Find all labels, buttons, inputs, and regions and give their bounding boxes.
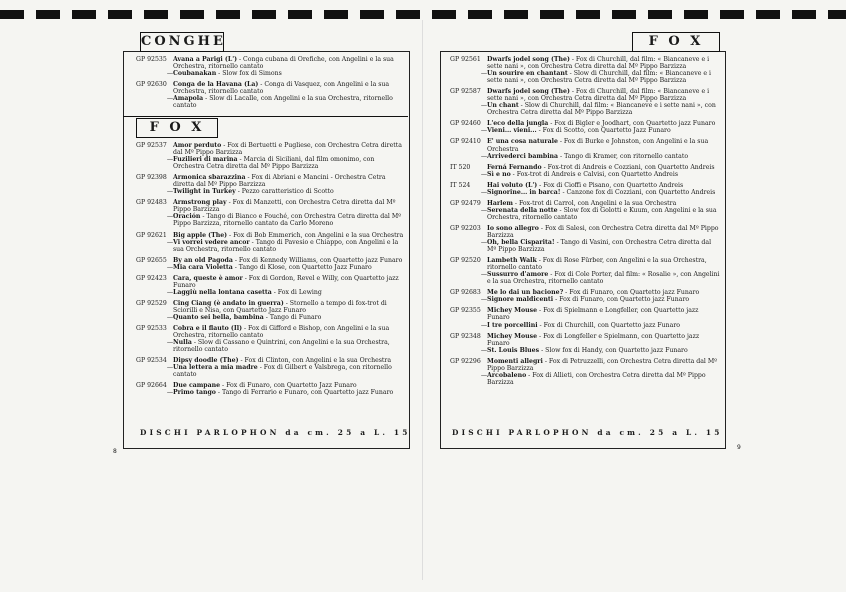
catalog-text: [487, 296, 720, 303]
catalog-text: [173, 95, 406, 109]
catalog-text: [173, 364, 406, 378]
registration-mark: [360, 10, 384, 19]
catalog-code: GP 92561: [450, 56, 481, 63]
song-description: - Tango di Vasini, con Orchestra Cetra diretta dal Mº Pippo Barzizza: [487, 239, 712, 254]
catalog-entry: [450, 271, 720, 285]
catalog-code: GP 92683: [450, 289, 481, 297]
catalog-text: [173, 382, 406, 389]
catalog-entry: [136, 325, 406, 339]
song-description: - Fox di Gilbert e Valsbrega, con ritornello cantato: [173, 364, 392, 379]
song-title: Fuzilieri di marina: [173, 156, 238, 164]
catalog-text: [173, 213, 406, 227]
song-title: Oh, bella Cisparita!: [487, 239, 555, 247]
catalog-entry: [136, 174, 406, 188]
song-description: - Fox di Churchill, dal film: « Biancaneve e i sette nani », con Orchestra Cetra diretta dal Mº Pippo Barzizza: [487, 88, 710, 103]
catalog-code: —: [480, 346, 487, 354]
song-title: Mia cara Violetta: [173, 263, 233, 271]
catalog-entry: [450, 164, 720, 171]
song-title: Quanto sei bella, bambina: [173, 313, 264, 321]
left-page: [113, 24, 418, 462]
song-title: Big apple (The): [173, 231, 228, 239]
catalog-text: [487, 289, 720, 296]
catalog-code: GP 92355: [450, 307, 481, 315]
catalog-text: [487, 307, 720, 321]
song-description: - Fox di Rose Fürber, con Angelini e la sua Orchestra, ritornello cantato: [487, 257, 707, 272]
catalog-code: GP 92621: [136, 231, 167, 239]
song-title: Sussurro d'amore: [487, 271, 549, 279]
right-page-number: 9: [737, 444, 741, 451]
catalog-entry: [136, 257, 406, 264]
song-title: Cara, queste è amor: [173, 274, 243, 282]
catalog-text: [487, 171, 720, 178]
catalog-text: [487, 347, 720, 354]
catalog-entry: [450, 358, 720, 372]
right-fox-heading: F O X: [632, 32, 720, 52]
catalog-code: GP 92296: [450, 357, 481, 365]
registration-mark: [432, 10, 456, 19]
catalog-entry: [450, 257, 720, 271]
conghe-list: [136, 56, 406, 109]
song-title: Dwarfs jodel song (The): [487, 88, 570, 96]
catalog-entry: [136, 389, 406, 396]
catalog-code: —: [166, 70, 173, 78]
catalog-text: [173, 156, 406, 170]
song-title: Vi vorrei vedere ancor: [173, 238, 250, 246]
catalog-entry: [450, 307, 720, 321]
song-description: - Fox di Bob Emmerich, con Angelini e la sua Orchestra: [227, 231, 404, 239]
catalog-entry: [136, 142, 406, 156]
catalog-code: GP 92520: [450, 257, 481, 265]
catalog-code: —: [480, 296, 487, 304]
catalog-text: [487, 189, 720, 196]
registration-mark: [684, 10, 708, 19]
catalog-entry: [450, 120, 720, 127]
catalog-code: GP 92664: [136, 382, 167, 390]
catalog-code: GP 92537: [136, 142, 167, 149]
catalog-code: GP 92529: [136, 299, 167, 307]
song-title: Primo tango: [173, 389, 216, 397]
song-title: Lambeth Walk: [487, 257, 537, 265]
song-title: Amor perduto: [173, 142, 222, 149]
catalog-text: [173, 239, 406, 253]
song-description: - Tango di Funaro: [263, 313, 322, 321]
catalog-entry: [136, 188, 406, 195]
catalog-text: [173, 56, 406, 70]
catalog-entry: [450, 171, 720, 178]
song-title: Armonica sbarazzina: [173, 174, 246, 182]
catalog-text: [173, 325, 406, 339]
catalog-code: —: [166, 238, 173, 246]
catalog-code: GP 92348: [450, 332, 481, 340]
song-description: - Fox di Bigler e Joodhart, con Quartetto jazz Funaro: [548, 120, 716, 128]
catalog-text: [487, 102, 720, 116]
left-footer: DISCHI PARLOPHON da cm. 25 a L. 15: [140, 428, 411, 437]
catalog-entry: [450, 347, 720, 354]
song-title: Signore maldicenti: [487, 296, 554, 304]
catalog-code: GP 92534: [136, 357, 167, 365]
catalog-text: [487, 322, 720, 329]
catalog-entry: [136, 264, 406, 271]
registration-mark: [108, 10, 132, 19]
catalog-entry: [136, 95, 406, 109]
song-title: Io sono allegro: [487, 224, 539, 232]
catalog-text: [487, 70, 720, 84]
song-description: - Tango di Klose, con Quartetto Jazz Funaro: [232, 263, 372, 271]
registration-mark: [144, 10, 168, 19]
song-title: Laggiù nella lontana casetta: [173, 288, 272, 296]
catalog-code: GP 92479: [450, 199, 481, 207]
catalog-entry: [450, 239, 720, 253]
catalog-entry: [450, 200, 720, 207]
catalog-text: [487, 164, 720, 171]
catalog-code: —: [166, 288, 173, 296]
song-title: St. Louis Blues: [487, 346, 540, 354]
catalog-text: [487, 88, 720, 102]
song-description: - Tango di Ferrario e Funaro, con Quartetto jazz Funaro: [215, 389, 394, 397]
catalog-text: [173, 300, 406, 314]
catalog-text: [173, 81, 406, 95]
catalog-text: [487, 200, 720, 207]
song-description: - Slow di Churchill, dal film: « Biancaneve e i sette nani », con Orchestra Cetra diretta dal Mº Pippo Barzizza: [487, 70, 711, 85]
song-title: Coubanakan: [173, 70, 217, 78]
catalog-code: —: [480, 127, 487, 135]
catalog-text: [487, 138, 720, 152]
catalog-entry: [136, 56, 406, 70]
catalog-entry: [136, 70, 406, 77]
song-description: - Fox di Kennedy Williams, con Quartetto jazz Funaro: [232, 256, 403, 264]
catalog-code: GP 92535: [136, 56, 167, 63]
catalog-code: IT 524: [450, 181, 471, 189]
song-title: Arcobaleno: [487, 371, 527, 379]
song-description: - Fox di Clinton, con Angelini e la sua Orchestra: [238, 357, 392, 365]
registration-mark: [612, 10, 636, 19]
catalog-text: [173, 232, 406, 239]
registration-mark: [0, 10, 24, 19]
song-description: - Fox di Funaro, con Quartetto jazz Funaro: [563, 289, 700, 297]
catalog-code: —: [166, 213, 173, 221]
song-description: - Fox di Churchill, dal film: « Biancaneve e i sette nani », con Orchestra Cetra diretta dal Mº Pippo Barzizza: [487, 56, 710, 71]
song-title: Michey Mouse: [487, 332, 538, 340]
song-title: Michey Mouse: [487, 307, 538, 315]
catalog-text: [173, 257, 406, 264]
song-title: Cing Ciang (è andato in guerra): [173, 299, 284, 307]
catalog-code: GP 92423: [136, 274, 167, 282]
song-description: - Fox-trot di Carrol, con Angelini e la sua Orchestra: [512, 199, 677, 207]
song-title: E' una cosa naturale: [487, 138, 558, 146]
catalog-text: [173, 289, 406, 296]
catalog-text: [487, 120, 720, 127]
song-title: Me lo dai un bacione?: [487, 289, 564, 297]
registration-mark: [288, 10, 312, 19]
song-description: - Fox di Gifford e Bishop, con Angelini e la sua Orchestra, ritornello cantato: [173, 325, 390, 340]
song-description: - Fox di Burke e Johnston, con Angelini e la sua Orchestra: [487, 138, 709, 153]
song-description: - Slow fox di Handy, con Quartetto jazz Funaro: [539, 346, 688, 354]
song-description: - Fox di Bertuetti e Pugliese, con Orchestra Cetra diretta dal Mº Pippo Barzizza: [173, 142, 402, 157]
catalog-text: [487, 56, 720, 70]
catalog-text: [487, 372, 720, 386]
catalog-text: [487, 153, 720, 160]
song-description: - Fox di Gordon, Revel e Willy, con Quartetto jazz Funaro: [173, 274, 399, 289]
catalog-code: IT 520: [450, 163, 471, 171]
song-description: - Fox di Manzetti, con Orchestra Cetra diretta dal Mº Pippo Barzizza: [173, 199, 396, 214]
song-description: - Stornello a tempo di fox-trot di Sciorilli e Nisa, con Quartetto Jazz Funaro: [173, 299, 387, 314]
catalog-entry: [450, 182, 720, 189]
song-description: - Fox di Funaro, con Quartetto Jazz Funaro: [220, 382, 357, 390]
song-description: - Pezzo caratteristico di Scotto: [235, 188, 334, 196]
catalog-code: —: [166, 156, 173, 164]
catalog-code: —: [480, 206, 487, 214]
catalog-text: [487, 225, 720, 239]
catalog-entry: [450, 296, 720, 303]
registration-mark: [396, 10, 420, 19]
song-description: - Fox di Allieti, con Orchestra Cetra diretta dal Mº Pippo Barzizza: [487, 371, 706, 386]
song-title: Dipsy doodle (The): [173, 357, 239, 365]
song-description: - Tango di Pavesio e Chiappo, con Angelini e la sua Orchestra, ritornello cantato: [173, 238, 399, 253]
catalog-entry: [450, 70, 720, 84]
registration-mark: [756, 10, 780, 19]
catalog-entry: [450, 127, 720, 134]
catalog-text: [173, 339, 406, 353]
catalog-code: GP 92398: [136, 174, 167, 182]
catalog-code: GP 92460: [450, 120, 481, 128]
song-description: - Fox di Spielmann e Longfeller, con Quartetto jazz Funaro: [487, 307, 699, 322]
catalog-code: GP 92410: [450, 138, 481, 146]
catalog-code: —: [166, 313, 173, 321]
registration-mark: [180, 10, 204, 19]
song-title: I tre porcellini: [487, 321, 538, 329]
song-title: L'eco della jungla: [487, 120, 549, 128]
song-title: Momenti allegri: [487, 357, 543, 365]
catalog-text: [173, 142, 406, 156]
song-description: - Tango di Bianco e Fouché, con Orchestra Cetra diretta dal Mº Pippo Barzizza, ritornello cantato da Carlo Moreno: [173, 213, 402, 228]
registration-mark: [504, 10, 528, 19]
catalog-text: [173, 389, 406, 396]
catalog-entry: [136, 81, 406, 95]
catalog-entry: [136, 364, 406, 378]
catalog-text: [173, 314, 406, 321]
catalog-entry: [450, 333, 720, 347]
catalog-code: —: [166, 389, 173, 397]
song-title: Vieni... vieni...: [487, 127, 537, 135]
catalog-text: [487, 271, 720, 285]
song-description: - Fox di Cioffi e Pisano, con Quartetto Andreis: [537, 181, 684, 189]
right-footer: DISCHI PARLOPHON da cm. 25 a L. 15: [452, 428, 723, 437]
registration-mark: [468, 10, 492, 19]
catalog-text: [487, 239, 720, 253]
catalog-entry: [136, 382, 406, 389]
left-fox-heading: F O X: [136, 118, 218, 138]
registration-mark: [720, 10, 744, 19]
catalog-code: —: [166, 263, 173, 271]
catalog-entry: [450, 102, 720, 116]
song-description: - Fox di Churchill, con Quartetto jazz Funaro: [537, 321, 681, 329]
catalog-entry: [136, 314, 406, 321]
song-title: Dwarfs jodel song (The): [487, 56, 570, 63]
registration-mark: [216, 10, 240, 19]
song-description: - Conga di Vasquez, con Angelini e la sua Orchestra, ritornello cantato: [173, 81, 390, 96]
registration-mark: [36, 10, 60, 19]
catalog-text: [487, 257, 720, 271]
registration-strip: [0, 10, 846, 19]
song-description: - Slow fox di Simons: [216, 70, 282, 78]
catalog-code: —: [480, 152, 487, 160]
catalog-entry: [136, 339, 406, 353]
song-description: - Slow di Churchill, dal film: « Biancaneve e i sette nani », con Orchestra Cetra diretta dal Mº Pippo Barzizza: [487, 102, 716, 117]
catalog-entry: [450, 153, 720, 160]
right-fox-list: [450, 56, 720, 386]
registration-mark: [72, 10, 96, 19]
song-description: - Fox di Scotto, con Quartetto Jazz Funaro: [536, 127, 671, 135]
catalog-entry: [450, 56, 720, 70]
song-description: - Fox di Cole Porter, dal film: « Rosalie », con Angelini e la sua Orchestra, ritornello cantato: [487, 271, 720, 286]
catalog-entry: [136, 239, 406, 253]
song-title: Cobra e il flauto (Il): [173, 325, 242, 333]
catalog-entry: [136, 357, 406, 364]
catalog-text: [173, 70, 406, 77]
catalog-entry: [450, 88, 720, 102]
catalog-code: —: [480, 70, 487, 78]
song-title: Hai voluto (L'): [487, 181, 538, 189]
page-fold: [422, 20, 423, 580]
catalog-entry: [136, 213, 406, 227]
registration-mark: [792, 10, 816, 19]
song-description: - Fox-trot di Andreis e Cozziani, con Quartetto Andreis: [541, 163, 715, 171]
catalog-code: GP 92587: [450, 88, 481, 96]
song-description: - Tango di Kramer, con ritornello cantato: [558, 152, 689, 160]
catalog-code: —: [480, 239, 487, 247]
catalog-text: [173, 188, 406, 195]
catalog-code: GP 92533: [136, 325, 167, 333]
catalog-entry: [450, 189, 720, 196]
catalog-entry: [450, 372, 720, 386]
catalog-code: —: [166, 364, 173, 372]
song-description: - Slow fox di Golotti e Kuum, con Angelini e la sua Orchestra, ritornello cantato: [487, 206, 717, 221]
song-description: - Fox di Petruzzelli, con Orchestra Cetra diretta dal Mº Pippo Barzizza: [487, 357, 718, 372]
song-description: - Slow di Lacalle, con Angelini e la sua Orchestra, ritornello cantato: [173, 95, 393, 110]
song-description: - Fox di Funaro, con Quartetto jazz Funaro: [553, 296, 690, 304]
song-title: Armstrong play: [173, 199, 227, 207]
conghe-heading: CONGHE: [140, 32, 224, 52]
song-title: Un sourire en chantant: [487, 70, 568, 78]
song-title: Conga de la Havana (La): [173, 81, 259, 89]
catalog-code: GP 92630: [136, 81, 167, 89]
registration-mark: [540, 10, 564, 19]
song-title: Un chant: [487, 102, 519, 110]
registration-mark: [576, 10, 600, 19]
song-title: Oración: [173, 213, 201, 221]
catalog-entry: [136, 289, 406, 296]
catalog-entry: [136, 275, 406, 289]
registration-mark: [828, 10, 846, 19]
catalog-entry: [450, 289, 720, 296]
catalog-code: GP 92483: [136, 199, 167, 207]
catalog-entry: [136, 199, 406, 213]
catalog-text: [173, 357, 406, 364]
catalog-code: —: [166, 95, 173, 103]
catalog-text: [487, 207, 720, 221]
registration-mark: [252, 10, 276, 19]
song-title: By an old Pagoda: [173, 256, 233, 264]
song-description: - Conga cubana di Orefiche, con Angelini e la sua Orchestra, ritornello cantato: [173, 56, 394, 71]
catalog-code: —: [166, 339, 173, 347]
catalog-entry: [450, 322, 720, 329]
song-title: Avana a Parigi (L'): [173, 56, 238, 63]
catalog-text: [487, 182, 720, 189]
song-description: - Slow di Cassano e Quintrini, con Angelini e la sua Orchestra, ritornello cantato: [173, 339, 390, 354]
song-description: - Fox di Longfeller e Spielmann, con Quartetto jazz Funaro: [487, 332, 700, 347]
left-fox-list: [136, 142, 406, 396]
catalog-entry: [136, 232, 406, 239]
catalog-code: —: [480, 188, 487, 196]
song-description: - Fox di Lewing: [271, 288, 322, 296]
catalog-text: [173, 174, 406, 188]
left-page-number: 8: [113, 448, 117, 455]
song-title: Twilight in Turkey: [173, 188, 236, 196]
registration-mark: [648, 10, 672, 19]
catalog-entry: [450, 138, 720, 152]
registration-mark: [324, 10, 348, 19]
song-description: - Fox di Abriani e Mancini - Orchestra Cetra diretta dal Mº Pippo Barzizza: [173, 174, 386, 189]
song-title: Sì e no: [487, 170, 511, 178]
catalog-text: [487, 358, 720, 372]
catalog-code: GP 92655: [136, 256, 167, 264]
song-description: - Fox di Salesi, con Orchestra Cetra diretta dal Mº Pippo Barzizza: [487, 224, 719, 239]
catalog-text: [487, 333, 720, 347]
catalog-entry: [136, 300, 406, 314]
song-title: Signorine... in barca!: [487, 188, 561, 196]
song-title: Harlem: [487, 199, 513, 207]
catalog-code: —: [480, 371, 487, 379]
song-title: Amapola: [173, 95, 204, 103]
catalog-entry: [136, 156, 406, 170]
song-title: Serenata della notte: [487, 206, 558, 214]
song-title: Arrivederci bambina: [487, 152, 559, 160]
song-title: Nulla: [173, 339, 192, 347]
song-description: - Fox-trot di Andreis e Calvisi, con Quartetto Andreis: [510, 170, 679, 178]
song-title: Una lettera a mia madre: [173, 364, 258, 372]
catalog-code: —: [480, 102, 487, 110]
song-title: Ferná Fernando: [487, 163, 542, 171]
catalog-code: —: [480, 170, 487, 178]
catalog-text: [487, 127, 720, 134]
catalog-code: GP 92203: [450, 224, 481, 232]
catalog-entry: [450, 207, 720, 221]
catalog-text: [173, 275, 406, 289]
catalog-code: —: [480, 271, 487, 279]
catalog-code: —: [480, 321, 487, 329]
catalog-entry: [450, 225, 720, 239]
right-page: [432, 24, 741, 462]
catalog-text: [173, 199, 406, 213]
song-description: - Canzone fox di Cozziani, con Quartetto Andreis: [560, 188, 716, 196]
catalog-text: [173, 264, 406, 271]
song-description: - Marcia di Siciliani, dal film omonimo, con Orchestra Cetra diretta dal Mº Pippo Barzizza: [173, 156, 375, 171]
song-title: Due campane: [173, 382, 221, 390]
catalog-code: —: [166, 188, 173, 196]
